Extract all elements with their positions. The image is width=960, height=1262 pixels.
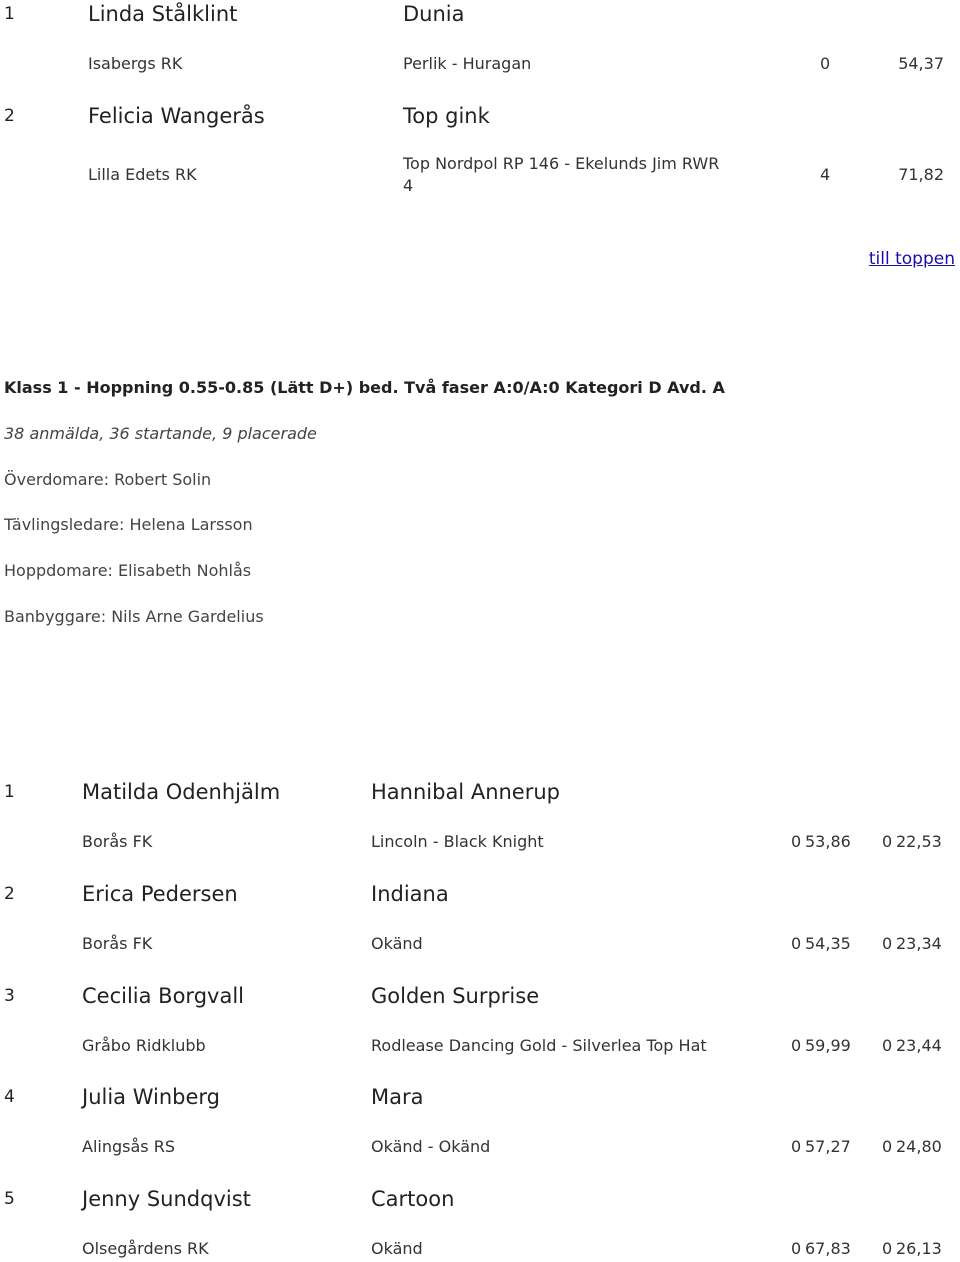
horse-pedigree: Okänd bbox=[371, 1239, 423, 1258]
faults-round2: 0 bbox=[882, 1036, 893, 1055]
horse-pedigree: Top Nordpol RP 146 - Ekelunds Jim RWR bbox=[403, 154, 720, 173]
faults-round1: 0 bbox=[791, 1239, 802, 1258]
faults: 0 bbox=[820, 54, 831, 73]
competition-manager: Tävlingsledare: Helena Larsson bbox=[4, 515, 253, 534]
time-round2: 24,80 bbox=[896, 1137, 942, 1156]
time-round1: 53,86 bbox=[805, 832, 851, 851]
jump-judge: Hoppdomare: Elisabeth Nohlås bbox=[4, 561, 252, 580]
horse-pedigree-line2: 4 bbox=[403, 176, 414, 195]
faults-round2: 0 bbox=[882, 1239, 893, 1258]
place-number: 2 bbox=[4, 106, 15, 126]
class-title: Klass 1 - Hoppning 0.55-0.85 (Lätt D+) bed. Två faser A:0/A:0 Kategori D Avd. A bbox=[4, 378, 725, 397]
time-round1: 67,83 bbox=[805, 1239, 851, 1258]
horse-pedigree: Rodlease Dancing Gold - Silverlea Top Hat bbox=[371, 1036, 707, 1055]
faults-round2: 0 bbox=[882, 832, 893, 851]
time-round1: 54,35 bbox=[805, 934, 851, 953]
club-name: Alingsås RS bbox=[82, 1137, 175, 1156]
rider-name: Julia Winberg bbox=[82, 1085, 221, 1109]
club-name: Olsegårdens RK bbox=[82, 1239, 209, 1258]
faults: 4 bbox=[820, 165, 831, 184]
place-number: 4 bbox=[4, 1087, 15, 1107]
faults-round2: 0 bbox=[882, 1137, 893, 1156]
club-name: Isabergs RK bbox=[88, 54, 183, 73]
horse-name: Golden Surprise bbox=[371, 984, 540, 1008]
horse-name: Indiana bbox=[371, 882, 449, 906]
time-round2: 26,13 bbox=[896, 1239, 942, 1258]
horse-pedigree: Perlik - Huragan bbox=[403, 54, 532, 73]
horse-name: Dunia bbox=[403, 2, 465, 26]
club-name: Borås FK bbox=[82, 934, 153, 953]
faults-round1: 0 bbox=[791, 1137, 802, 1156]
club-name: Lilla Edets RK bbox=[88, 165, 197, 184]
head-judge: Överdomare: Robert Solin bbox=[4, 470, 212, 489]
faults-round1: 0 bbox=[791, 934, 802, 953]
rider-name: Felicia Wangerås bbox=[88, 104, 265, 128]
rider-name: Cecilia Borgvall bbox=[82, 984, 244, 1008]
horse-name: Mara bbox=[371, 1085, 424, 1109]
course-designer: Banbyggare: Nils Arne Gardelius bbox=[4, 607, 264, 626]
faults-round2: 0 bbox=[882, 934, 893, 953]
time-round2: 23,34 bbox=[896, 934, 942, 953]
place-number: 5 bbox=[4, 1189, 15, 1209]
horse-pedigree: Okänd - Okänd bbox=[371, 1137, 491, 1156]
time: 71,82 bbox=[898, 165, 944, 184]
place-number: 1 bbox=[4, 782, 15, 802]
faults-round1: 0 bbox=[791, 1036, 802, 1055]
time-round2: 22,53 bbox=[896, 832, 942, 851]
time: 54,37 bbox=[898, 54, 944, 73]
horse-pedigree: Okänd bbox=[371, 934, 423, 953]
club-name: Gråbo Ridklubb bbox=[82, 1036, 206, 1055]
horse-name: Hannibal Annerup bbox=[371, 780, 560, 804]
back-to-top-link[interactable]: till toppen bbox=[868, 249, 955, 269]
faults-round1: 0 bbox=[791, 832, 802, 851]
rider-name: Matilda Odenhjälm bbox=[82, 780, 281, 804]
entry-counts: 38 anmälda, 36 startande, 9 placerade bbox=[4, 424, 317, 443]
horse-name: Cartoon bbox=[371, 1187, 455, 1211]
place-number: 2 bbox=[4, 884, 15, 904]
horse-name: Top gink bbox=[403, 104, 490, 128]
place-number: 1 bbox=[4, 4, 15, 24]
time-round1: 59,99 bbox=[805, 1036, 851, 1055]
time-round1: 57,27 bbox=[805, 1137, 851, 1156]
rider-name: Linda Stålklint bbox=[88, 2, 238, 26]
club-name: Borås FK bbox=[82, 832, 153, 851]
rider-name: Erica Pedersen bbox=[82, 882, 238, 906]
time-round2: 23,44 bbox=[896, 1036, 942, 1055]
rider-name: Jenny Sundqvist bbox=[82, 1187, 251, 1211]
horse-pedigree: Lincoln - Black Knight bbox=[371, 832, 544, 851]
place-number: 3 bbox=[4, 986, 15, 1006]
